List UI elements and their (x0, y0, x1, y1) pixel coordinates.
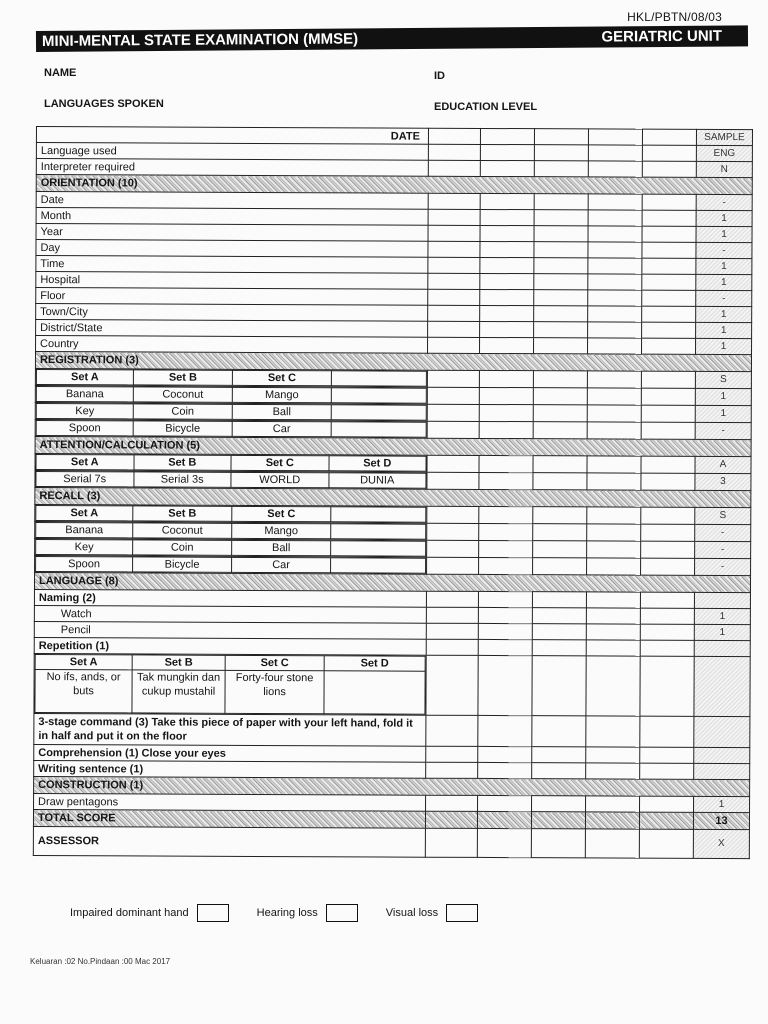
task-cell: WORLD (231, 472, 329, 487)
score-cell[interactable] (480, 160, 534, 176)
score-cell[interactable] (534, 290, 588, 306)
visual-loss-label: Visual loss (385, 907, 439, 919)
name-label: NAME (44, 67, 77, 79)
row-label: Time (36, 256, 428, 274)
row-label: Day (36, 240, 428, 258)
score-cell[interactable] (640, 640, 694, 656)
comprehension-row: Comprehension (1) Close your eyes (34, 744, 426, 762)
three-stage-command: 3-stage command (3) Take this piece of paper with your left hand, fold it in half and put it on the floor (34, 713, 426, 746)
word-cell: Coconut (133, 523, 232, 538)
word-cell: Bicycle (133, 421, 232, 436)
word-cell: Mango (232, 387, 331, 402)
score-cell[interactable] (479, 421, 533, 438)
score-cell[interactable] (427, 370, 479, 387)
sample-value: - (695, 541, 751, 558)
unit-title: GERIATRIC UNIT (601, 27, 723, 46)
score-cell[interactable] (588, 210, 642, 226)
score-cell[interactable] (478, 655, 532, 715)
score-cell[interactable] (533, 388, 587, 405)
score-cell[interactable] (428, 273, 480, 289)
score-cell[interactable] (640, 716, 694, 747)
set-header: Set A (36, 506, 133, 521)
score-cell[interactable] (641, 558, 695, 575)
score-cell[interactable] (586, 592, 640, 608)
registration-set-headers (35, 368, 427, 387)
score-cell[interactable] (479, 523, 533, 540)
writing-row: Writing sentence (1) (34, 760, 426, 778)
section-recall: RECALL (3) (35, 487, 751, 507)
sample-value: X (693, 829, 749, 858)
score-cell[interactable] (642, 161, 696, 177)
score-cell[interactable] (588, 242, 642, 258)
score-cell[interactable] (587, 507, 641, 524)
total-cell[interactable] (585, 812, 639, 829)
sample-value: 1 (696, 338, 752, 354)
score-cell[interactable] (641, 388, 695, 405)
hearing-loss-checkbox[interactable] (326, 904, 358, 922)
score-cell[interactable] (478, 639, 532, 655)
score-cell[interactable] (640, 763, 694, 779)
score-cell[interactable] (426, 762, 478, 778)
score-cell[interactable] (427, 557, 479, 574)
score-cell[interactable] (480, 321, 534, 337)
total-cell[interactable] (531, 812, 585, 829)
score-cell[interactable] (534, 322, 588, 338)
document-code: HKL/PBTN/08/03 (627, 10, 722, 24)
set-header: Set B (134, 455, 232, 470)
word-cell: Coconut (133, 387, 232, 402)
score-cell[interactable] (426, 655, 478, 715)
word-cell: Ball (232, 404, 331, 419)
section-attention: ATTENTION/CALCULATION (5) (35, 436, 751, 456)
score-cell[interactable] (640, 608, 694, 624)
row-label: Country (36, 336, 428, 354)
set-header: Set C (225, 655, 324, 670)
word-cell: Car (232, 421, 331, 436)
score-cell[interactable] (478, 607, 532, 623)
task-cell: Serial 3s (133, 472, 231, 487)
row-label: Month (36, 208, 428, 226)
assessor-cell[interactable] (531, 829, 585, 858)
score-cell[interactable] (534, 274, 588, 290)
score-cell[interactable] (587, 558, 641, 575)
score-cell[interactable] (426, 639, 478, 655)
impaired-hand-label: Impaired dominant hand (70, 907, 189, 919)
word-cell: Banana (36, 387, 133, 402)
date-header: DATE (36, 127, 428, 145)
word-cell: Key (36, 404, 133, 419)
sample-header: SAMPLE (696, 129, 752, 145)
score-cell[interactable] (642, 290, 696, 306)
set-header: Set D (328, 456, 426, 471)
score-cell[interactable] (480, 193, 534, 209)
score-cell[interactable] (532, 624, 586, 640)
score-cell[interactable] (479, 455, 533, 472)
total-cell[interactable] (477, 811, 531, 828)
word-cell: Coin (133, 540, 232, 555)
sample-value: 1 (694, 624, 750, 640)
score-cell[interactable] (478, 746, 532, 762)
set-header: Set B (132, 655, 225, 670)
hearing-loss-label: Hearing loss (256, 907, 318, 919)
sample-value: S (695, 507, 751, 524)
section-construction: CONSTRUCTION (1) (34, 776, 750, 796)
score-cell[interactable] (532, 747, 586, 763)
score-cell[interactable] (478, 795, 532, 811)
word-cell: Spoon (36, 557, 133, 572)
score-cell[interactable] (479, 404, 533, 421)
score-cell[interactable] (532, 608, 586, 624)
score-cell[interactable] (588, 322, 642, 338)
score-cell[interactable] (532, 716, 586, 747)
score-cell[interactable] (480, 209, 534, 225)
score-cell[interactable] (533, 456, 587, 473)
score-cell[interactable] (479, 557, 533, 574)
row-label: Date (36, 192, 428, 210)
visual-loss-checkbox[interactable] (446, 904, 478, 922)
score-cell[interactable] (587, 388, 641, 405)
sample-value: 1 (696, 226, 752, 242)
impaired-hand-checkbox[interactable] (197, 904, 229, 922)
row-label: Repetition (1) (34, 637, 426, 655)
word-cell: Car (232, 557, 331, 572)
score-cell[interactable] (586, 608, 640, 624)
score-cell[interactable] (642, 322, 696, 338)
score-cell[interactable] (533, 524, 587, 541)
score-cell[interactable] (479, 387, 533, 404)
word-cell: Coin (133, 404, 232, 419)
sample-value: - (696, 194, 752, 210)
score-cell[interactable] (588, 338, 642, 354)
date-cell[interactable] (642, 129, 696, 145)
sample-value: ENG (696, 145, 752, 161)
score-cell[interactable] (532, 763, 586, 779)
phrase-cell: Forty-four stone lions (225, 670, 324, 713)
score-cell[interactable] (480, 273, 534, 289)
score-cell[interactable] (427, 404, 479, 421)
score-cell[interactable] (642, 210, 696, 226)
score-cell[interactable] (586, 656, 640, 716)
sample-value: 1 (695, 405, 751, 422)
score-cell[interactable] (587, 541, 641, 558)
set-header: Set A (35, 655, 132, 670)
set-header: Set C (232, 370, 331, 385)
score-cell[interactable] (428, 225, 480, 241)
score-cell[interactable] (428, 305, 480, 321)
score-cell[interactable] (479, 472, 533, 489)
score-cell[interactable] (586, 640, 640, 656)
score-cell[interactable] (428, 241, 480, 257)
score-cell[interactable] (533, 422, 587, 439)
score-cell[interactable] (640, 747, 694, 763)
languages-label: LANGUAGES SPOKEN (44, 98, 164, 110)
score-cell[interactable] (586, 763, 640, 779)
score-cell[interactable] (427, 540, 479, 557)
score-cell[interactable] (642, 194, 696, 210)
sample-value: 1 (694, 796, 750, 812)
row-label: Interpreter required (36, 159, 428, 177)
score-cell[interactable] (480, 241, 534, 257)
row-label: Town/City (36, 304, 428, 322)
word-cell: Key (36, 540, 133, 555)
total-score-label: TOTAL SCORE (33, 809, 425, 828)
sample-value: 1 (695, 388, 751, 405)
row-label: Language used (36, 143, 428, 161)
score-cell[interactable] (480, 144, 534, 160)
section-orientation: ORIENTATION (10) (36, 175, 752, 195)
score-cell[interactable] (586, 796, 640, 812)
score-cell[interactable] (586, 716, 640, 747)
table-row (34, 653, 750, 716)
sample-value: 1 (696, 274, 752, 290)
row-label: District/State (36, 320, 428, 338)
score-cell[interactable] (586, 747, 640, 763)
score-cell[interactable] (587, 405, 641, 422)
sample-value: 1 (696, 306, 752, 322)
table-row (34, 713, 750, 747)
score-cell[interactable] (588, 194, 642, 210)
score-cell[interactable] (532, 640, 586, 656)
score-cell[interactable] (480, 289, 534, 305)
score-cell[interactable] (587, 456, 641, 473)
score-cell[interactable] (479, 506, 533, 523)
score-cell[interactable] (641, 541, 695, 558)
score-cell[interactable] (426, 715, 478, 746)
word-cell: Banana (36, 523, 133, 538)
score-cell[interactable] (587, 473, 641, 490)
set-header: Set A (36, 370, 133, 385)
score-cell[interactable] (533, 405, 587, 422)
sample-value: 1 (696, 258, 752, 274)
score-cell[interactable] (426, 607, 478, 623)
score-cell[interactable] (534, 210, 588, 226)
sample-value: - (696, 242, 752, 258)
assessor-cell[interactable] (477, 828, 531, 857)
score-cell[interactable] (428, 289, 480, 305)
set-header: Set B (133, 370, 232, 385)
score-cell[interactable] (478, 623, 532, 639)
row-label: Floor (36, 288, 428, 306)
score-cell[interactable] (586, 624, 640, 640)
row-label: Draw pentagons (34, 793, 426, 811)
sample-value: A (695, 456, 751, 473)
score-cell[interactable] (427, 421, 479, 438)
sample-value: - (696, 290, 752, 306)
score-cell[interactable] (534, 194, 588, 210)
score-cell[interactable] (640, 796, 694, 812)
score-cell[interactable] (533, 507, 587, 524)
score-cell[interactable] (426, 795, 478, 811)
row-label: Hospital (36, 272, 428, 290)
score-cell[interactable] (642, 258, 696, 274)
row-label: Naming (2) (34, 589, 426, 607)
sample-value: 1 (696, 210, 752, 226)
phrase-cell: No ifs, ands, or buts (35, 670, 132, 713)
section-language: LANGUAGE (8) (34, 572, 750, 592)
score-cell[interactable] (641, 456, 695, 473)
score-cell[interactable] (534, 145, 588, 161)
score-cell[interactable] (640, 624, 694, 640)
total-cell[interactable] (639, 812, 693, 829)
score-cell[interactable] (641, 422, 695, 439)
set-header: Set D (324, 656, 425, 671)
set-header: Set C (232, 506, 331, 521)
row-label: Watch (34, 605, 426, 623)
sample-value: 1 (694, 608, 750, 624)
score-cell[interactable] (534, 258, 588, 274)
score-cell[interactable] (641, 524, 695, 541)
score-cell[interactable] (588, 145, 642, 161)
section-registration: REGISTRATION (3) (35, 352, 751, 372)
date-cell[interactable] (428, 128, 480, 144)
title-bar (36, 25, 748, 52)
word-cell: Mango (232, 523, 331, 538)
impairment-checkboxes (70, 904, 498, 922)
score-cell[interactable] (534, 226, 588, 242)
score-cell[interactable] (480, 225, 534, 241)
score-cell[interactable] (428, 209, 480, 225)
phrase-cell (324, 671, 425, 714)
sample-value: S (695, 371, 751, 388)
set-header: Set B (133, 506, 232, 521)
score-cell[interactable] (479, 370, 533, 387)
score-cell[interactable] (480, 305, 534, 321)
score-cell[interactable] (642, 338, 696, 354)
score-cell[interactable] (640, 656, 694, 716)
score-cell[interactable] (533, 541, 587, 558)
score-cell[interactable] (480, 257, 534, 273)
score-cell[interactable] (641, 507, 695, 524)
score-cell[interactable] (587, 524, 641, 541)
score-cell[interactable] (426, 746, 478, 762)
score-cell[interactable] (478, 715, 532, 746)
score-cell[interactable] (428, 257, 480, 273)
education-label: EDUCATION LEVEL (434, 101, 538, 113)
score-cell[interactable] (641, 371, 695, 388)
date-cell[interactable] (534, 129, 588, 145)
score-cell[interactable] (427, 523, 479, 540)
score-cell[interactable] (478, 591, 532, 607)
score-cell[interactable] (533, 473, 587, 490)
score-cell[interactable] (642, 145, 696, 161)
assessor-cell[interactable] (585, 829, 639, 858)
date-cell[interactable] (480, 128, 534, 144)
table-row (33, 826, 749, 858)
score-cell[interactable] (427, 506, 479, 523)
word-cell: Ball (232, 540, 331, 555)
score-cell[interactable] (642, 306, 696, 322)
mmse-form (33, 126, 752, 891)
set-header: Set A (36, 455, 134, 470)
total-sample: 13 (693, 812, 749, 829)
score-cell[interactable] (426, 591, 478, 607)
score-cell[interactable] (641, 473, 695, 490)
assessor-cell[interactable] (425, 828, 477, 857)
score-cell[interactable] (427, 387, 479, 404)
score-cell[interactable] (534, 306, 588, 322)
score-cell[interactable] (587, 422, 641, 439)
score-cell[interactable] (642, 274, 696, 290)
mmse-table (33, 126, 753, 859)
score-cell[interactable] (478, 762, 532, 778)
sample-value: N (696, 161, 752, 177)
score-cell[interactable] (588, 306, 642, 322)
score-cell[interactable] (641, 405, 695, 422)
score-cell[interactable] (534, 161, 588, 177)
word-cell: Spoon (36, 421, 133, 436)
row-label: Pencil (34, 621, 426, 639)
score-cell[interactable] (479, 540, 533, 557)
score-cell[interactable] (532, 592, 586, 608)
revision-note: Keluaran :02 No.Pindaan :00 Mac 2017 (30, 957, 171, 966)
sample-value: - (695, 558, 751, 575)
score-cell[interactable] (426, 623, 478, 639)
score-cell[interactable] (480, 337, 534, 353)
score-cell[interactable] (532, 796, 586, 812)
score-cell[interactable] (428, 193, 480, 209)
sample-value: - (695, 422, 751, 439)
score-cell[interactable] (428, 144, 480, 160)
phrase-cell: Tak mungkin dan cukup mustahil (132, 670, 225, 713)
sample-value: - (695, 524, 751, 541)
score-cell[interactable] (534, 242, 588, 258)
date-cell[interactable] (588, 129, 642, 145)
sample-value: 3 (695, 473, 751, 490)
score-cell[interactable] (428, 337, 480, 353)
score-cell[interactable] (588, 161, 642, 177)
score-cell[interactable] (642, 226, 696, 242)
score-cell[interactable] (427, 455, 479, 472)
score-cell[interactable] (428, 160, 480, 176)
score-cell[interactable] (588, 290, 642, 306)
score-cell[interactable] (588, 226, 642, 242)
score-cell[interactable] (534, 338, 588, 354)
score-cell[interactable] (587, 371, 641, 388)
score-cell[interactable] (533, 558, 587, 575)
set-header: Set C (231, 455, 329, 470)
sample-value: 1 (696, 322, 752, 338)
task-cell: DUNIA (328, 473, 426, 488)
task-cell: Serial 7s (36, 472, 134, 487)
score-cell[interactable] (642, 242, 696, 258)
score-cell[interactable] (588, 274, 642, 290)
total-cell[interactable] (425, 811, 477, 828)
assessor-label: ASSESSOR (33, 826, 425, 857)
assessor-cell[interactable] (639, 829, 693, 858)
form-title: MINI-MENTAL STATE EXAMINATION (MMSE) (41, 30, 359, 50)
score-cell[interactable] (427, 472, 479, 489)
score-cell[interactable] (533, 371, 587, 388)
word-cell: Bicycle (133, 557, 232, 572)
id-label: ID (434, 70, 445, 82)
row-label: Year (36, 224, 428, 242)
score-cell[interactable] (640, 592, 694, 608)
score-cell[interactable] (532, 656, 586, 716)
score-cell[interactable] (428, 321, 480, 337)
score-cell[interactable] (588, 258, 642, 274)
